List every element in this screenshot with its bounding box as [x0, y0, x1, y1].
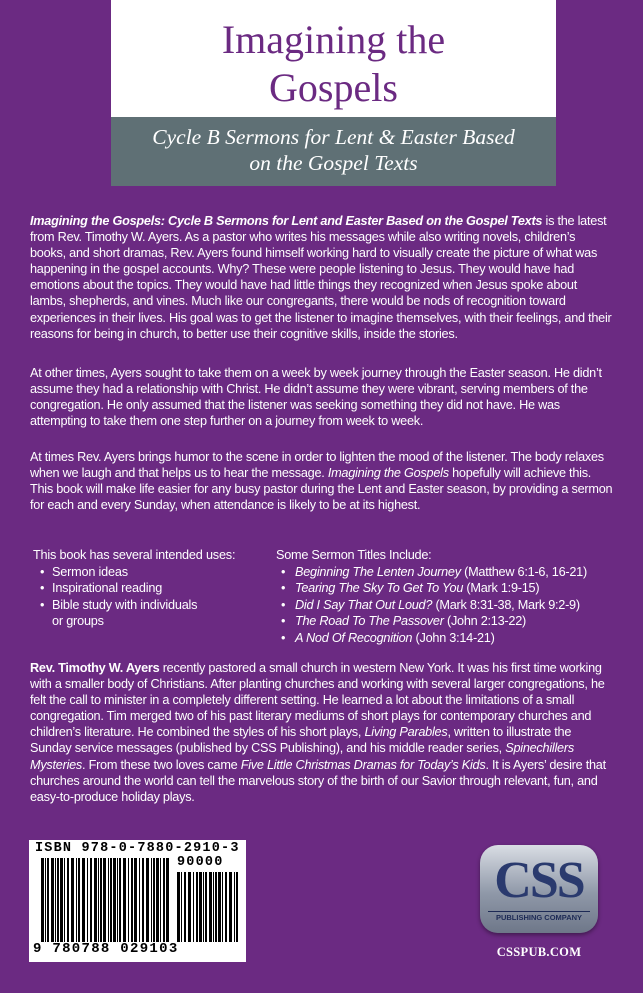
bio-text-1: recently pastored a small church in western New York. It was his first time working with a smaller body of Christians. After planting churches and working with several larger congregations, he felt the call to minister in a completely different setting. He learned a lot about the limitations of a small congregation. Tim merged two of his past literary mediums of short plays for contemporary churches and children’s literature. He combined the styles of his short plays, [30, 661, 605, 740]
paragraph-2-text: At other times, Ayers sought to take them on a week by week journey through the Easter season. He didn’t assume they had a relationship with Christ. He didn’t assume they were vibrant, serving members of the congregation. He only assumed that the listener was seeking something they did not have. He was attempting to take them one step further on a journey from week to week. [30, 366, 602, 429]
subtitle-line2: on the Gospel Texts [249, 151, 418, 175]
uses-item: • Sermon ideas [33, 564, 235, 581]
sermon-title: The Road To The Passover [295, 614, 444, 628]
sermon-titles-heading: Some Sermon Titles Include: [276, 548, 432, 562]
publisher-logo [480, 845, 598, 933]
sermon-title-item [276, 564, 587, 581]
book-title-line1: Imagining the [221, 17, 446, 62]
uses-list [33, 547, 235, 630]
intro-book-title: Imagining the Gospels: Cycle B Sermons for Lent and Easter Based on the Gospel Texts [30, 214, 543, 228]
bio-text-3: . From these two loves came [82, 757, 241, 772]
logo-letters: CSS [494, 852, 584, 909]
sermon-ref: (Matthew 6:1-6, 16-21) [460, 564, 587, 579]
intro-paragraph [30, 213, 613, 342]
sermon-title-item [276, 630, 587, 647]
uses-item-continuation: or groups [52, 614, 104, 628]
publisher-website: CSSPUB.COM [496, 945, 582, 959]
title-panel [111, 0, 556, 117]
subtitle-line1: Cycle B Sermons for Lent & Easter Based [152, 125, 515, 149]
book-title-line2: Gospels [269, 65, 398, 110]
paragraph-3-text-after: hopefully will achieve this. [448, 466, 592, 481]
paragraph-3 [30, 449, 613, 513]
bio-italic-3: Five Little Christmas Dramas for Today’s Kids [240, 757, 486, 772]
isbn-text: ISBN 978-0-7880-2910-3 [35, 841, 240, 856]
sermon-title: Did I Say That Out Loud? [295, 597, 433, 612]
subtitle-panel [111, 117, 556, 186]
paragraph-2 [30, 365, 613, 429]
logo-subtitle: PUBLISHING COMPANY [488, 911, 590, 922]
paragraph-3-line2: This book will make life easier for any busy pastor during the Lent and Easter season, by providing a sermon for each and every Sunday, when attendance is likely to be at its highest. [30, 482, 613, 513]
uses-item: • Bible study with individuals [33, 597, 235, 614]
uses-item: • Inspirational reading [33, 580, 235, 597]
author-bio [30, 660, 613, 805]
sermon-title: Beginning The Lenten Journey [295, 564, 461, 579]
paragraph-3-text-before: At times Rev. Ayers brings humor to the scene in order to lighten the mood of the listener. The body relaxes when we laugh and that helps us to hear the message. [30, 450, 604, 481]
bio-italic-2: Spinechillers Mysteries [30, 741, 574, 772]
sermon-title-item [276, 597, 587, 614]
bio-text-2: , written to illustrate the Sunday service messages (published by CSS Publishing), and his middle reader series, [30, 725, 572, 756]
sermon-ref: (Mark 8:31-38, Mark 9:2-9) [432, 597, 580, 612]
bio-italic-1: Living Parables [364, 725, 448, 740]
barcode-number: 9 780788 029103 [33, 941, 179, 957]
sermon-ref: (Mark 1:9-15) [463, 581, 540, 595]
bio-text-4: . It is Ayers’ desire that churches around the world can tell the marvelous story of the birth of our Savior through relevant, fun, and easy-to-produce holiday plays. [30, 757, 606, 804]
sermon-title: Tearing The Sky To Get To You [295, 581, 464, 595]
paragraph-3-italic: Imagining the Gospels [327, 466, 449, 481]
sermon-title: A Nod Of Recognition [295, 630, 413, 645]
intro-text: is the latest from Rev. Timothy W. Ayers. As a pastor who writes his messages while also writing novels, children’s books, and short dramas, Rev. Ayers found himself working hard to visually create the picture of what was happening in the gospel accounts. Why? These were people listening to Jesus. They would have had emotions about the topics. They would have had little things they recognized when Jesus spoke about lambs, shepherds, and vines. Much like our congregants, there would be nods of recognition toward experiences in their lives. His goal was to get the listener to imagine themselves, with their feelings, and their reasons for being in church, to better use their cognitive skills, inside the stories. [30, 214, 612, 341]
barcode-bars-icon [41, 858, 171, 942]
barcode-addon-text: 90000 [177, 855, 224, 870]
isbn-barcode [29, 840, 246, 962]
barcode-addon-bars-icon [177, 872, 239, 942]
sermon-ref: (John 2:13-22) [443, 614, 526, 628]
sermon-titles-list [276, 547, 587, 646]
sermon-title-item [276, 580, 587, 597]
sermon-ref: (John 3:14-21) [412, 630, 495, 645]
author-name: Rev. Timothy W. Ayers [30, 661, 160, 675]
uses-heading: This book has several intended uses: [33, 548, 236, 562]
sermon-title-item [276, 613, 587, 630]
